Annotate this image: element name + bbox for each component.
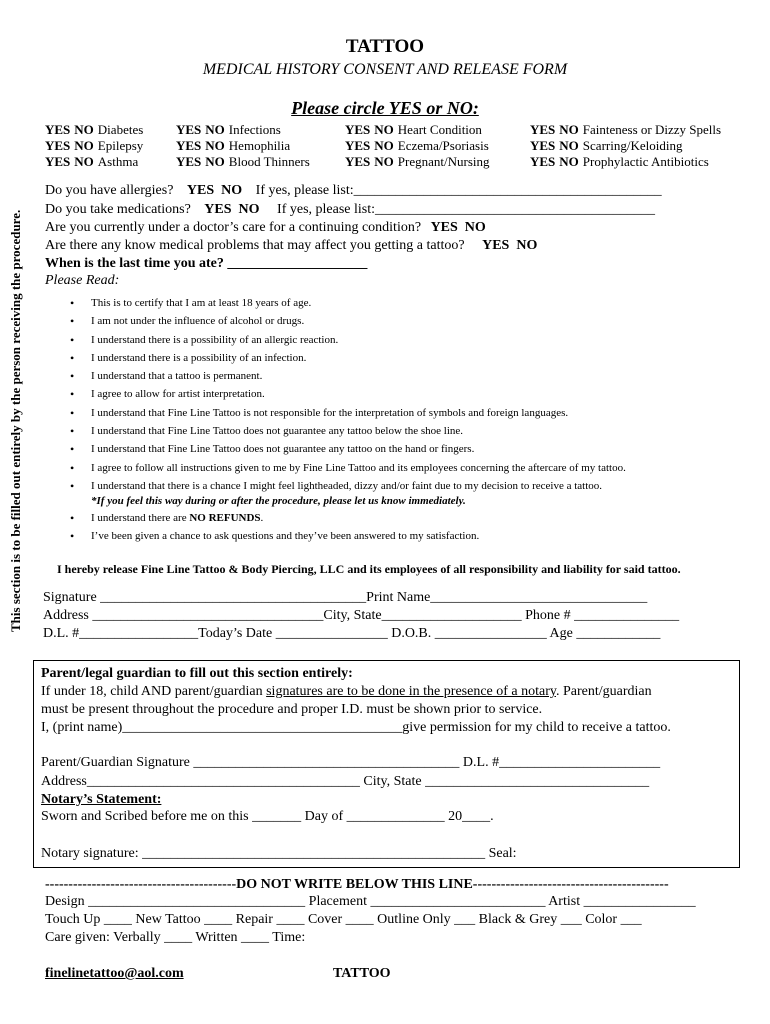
condition-item bbox=[176, 122, 281, 138]
signature-line[interactable]: Signature ______________________________________Print Name_______________________________ bbox=[43, 590, 648, 605]
dl-line[interactable]: D.L. #_________________Today’s Date ________________ D.O.B. ________________ Age ____________ bbox=[43, 626, 661, 641]
ack-item: • I understand that Fine Line Tattoo does not guarantee any tattoo below the shoe line. bbox=[70, 422, 626, 440]
condition-yes[interactable]: YES bbox=[530, 122, 556, 137]
guardian-signature[interactable]: Parent/Guardian Signature ______________________________________ D.L. #_______________________ bbox=[41, 755, 661, 770]
notary-sworn[interactable]: Sworn and Scribed before me on this _______ Day of ______________ 20____. bbox=[41, 809, 494, 824]
medications-yes[interactable]: YES bbox=[204, 202, 232, 217]
condition-item bbox=[345, 122, 482, 138]
ack-item: • I understand there is a possibility of an allergic reaction. bbox=[70, 331, 626, 349]
doctor-question: Are you currently under a doctor’s care for a continuing condition? YES NO bbox=[45, 220, 486, 235]
form-title: TATTOO bbox=[345, 36, 425, 57]
condition-item bbox=[345, 154, 490, 170]
condition-label: Fainteness or Dizzy Spells bbox=[582, 122, 722, 137]
medications-question: Do you take medications? YES NO If yes, please list:________________________________________ bbox=[45, 202, 656, 217]
medications-no[interactable]: NO bbox=[238, 202, 260, 217]
office-care-line[interactable]: Care given: Verbally ____ Written ____ Time: bbox=[45, 930, 306, 945]
condition-item bbox=[176, 138, 290, 154]
ack-item: • I am not under the influence of alcohol or drugs. bbox=[70, 312, 626, 330]
allergies-question: Do you have allergies? YES NO If yes, please list:____________________________________________ bbox=[45, 183, 662, 198]
address-line[interactable]: Address _________________________________City, State____________________ Phone # _______________ bbox=[43, 608, 680, 623]
condition-yes[interactable]: YES bbox=[176, 138, 202, 153]
release-statement: I hereby release Fine Line Tattoo & Body Piercing, LLC and its employees of all responsibility and liability for said tattoo. bbox=[57, 562, 681, 576]
condition-label: Scarring/Keloiding bbox=[582, 138, 683, 153]
condition-item bbox=[176, 154, 310, 170]
condition-no[interactable]: NO bbox=[374, 138, 394, 153]
problems-question: Are there any know medical problems that may affect you getting a tattoo? YES NO bbox=[45, 238, 538, 253]
condition-no[interactable]: NO bbox=[74, 122, 94, 137]
condition-yes[interactable]: YES bbox=[45, 154, 71, 169]
problems-yes[interactable]: YES bbox=[482, 238, 510, 253]
guardian-line-1: If under 18, child AND parent/guardian signatures are to be done in the presence of a notary. Parent/guardian bbox=[41, 684, 652, 699]
condition-label: Prophylactic Antibiotics bbox=[582, 154, 709, 169]
condition-no[interactable]: NO bbox=[559, 122, 579, 137]
please-read-label: Please Read: bbox=[45, 273, 120, 288]
notary-heading: Notary’s Statement: bbox=[41, 792, 162, 807]
ack-item: • I understand there is a possibility of an infection. bbox=[70, 349, 626, 367]
condition-no[interactable]: NO bbox=[205, 122, 225, 137]
condition-label: Heart Condition bbox=[397, 122, 482, 137]
ack-item: • I’ve been given a chance to ask questions and they’ve been answered to my satisfaction. bbox=[70, 527, 626, 545]
condition-label: Asthma bbox=[97, 154, 139, 169]
no-refunds-label: NO REFUNDS bbox=[189, 511, 261, 524]
office-design-line[interactable]: Design _______________________________ Placement _________________________ Artist ________________ bbox=[45, 894, 696, 909]
condition-label: Eczema/Psoriasis bbox=[397, 138, 489, 153]
side-note: This section is to be filled out entirely by the person receiving the procedure. bbox=[8, 209, 23, 632]
condition-no[interactable]: NO bbox=[559, 138, 579, 153]
condition-no[interactable]: NO bbox=[374, 154, 394, 169]
condition-no[interactable]: NO bbox=[205, 154, 225, 169]
condition-item bbox=[530, 154, 709, 170]
notary-signature[interactable]: Notary signature: _________________________________________________ Seal: bbox=[41, 846, 517, 861]
guardian-line-2: must be present throughout the procedure and proper I.D. must be shown prior to service. bbox=[41, 702, 543, 717]
allergies-yes[interactable]: YES bbox=[186, 183, 215, 198]
ack-item: • I agree to allow for artist interpretation. bbox=[70, 385, 626, 403]
condition-yes[interactable]: YES bbox=[176, 122, 202, 137]
last-ate-question[interactable]: When is the last time you ate? ____________________ bbox=[45, 256, 368, 271]
allergies-no[interactable]: NO bbox=[221, 183, 243, 198]
acknowledgement-list bbox=[70, 294, 626, 546]
condition-yes[interactable]: YES bbox=[345, 138, 371, 153]
condition-yes[interactable]: YES bbox=[45, 122, 71, 137]
condition-yes[interactable]: YES bbox=[45, 138, 71, 153]
office-type-line[interactable]: Touch Up ____ New Tattoo ____ Repair ____ Cover ____ Outline Only ___ Black & Grey ___ Color ___ bbox=[45, 912, 642, 927]
doctor-no[interactable]: NO bbox=[464, 220, 486, 235]
condition-yes[interactable]: YES bbox=[530, 138, 556, 153]
condition-no[interactable]: NO bbox=[74, 154, 94, 169]
form-subtitle: MEDICAL HISTORY CONSENT AND RELEASE FORM bbox=[202, 61, 568, 78]
circle-instruction: Please circle YES or NO: bbox=[291, 98, 479, 118]
condition-label: Epilepsy bbox=[97, 138, 144, 153]
doctor-yes[interactable]: YES bbox=[430, 220, 458, 235]
condition-yes[interactable]: YES bbox=[530, 154, 556, 169]
condition-label: Hemophilia bbox=[228, 138, 291, 153]
ack-item-faint: • I understand that there is a chance I might feel lightheaded, dizzy and/or faint due to my decision to receive a tattoo. *If you feel this way during or after the procedure, please let us know immediately. bbox=[70, 477, 626, 509]
problems-no[interactable]: NO bbox=[516, 238, 538, 253]
condition-label: Blood Thinners bbox=[228, 154, 310, 169]
guardian-address[interactable]: Address_______________________________________ City, State ________________________________ bbox=[41, 774, 650, 789]
condition-item bbox=[45, 122, 143, 138]
guardian-heading: Parent/legal guardian to fill out this section entirely: bbox=[41, 666, 353, 681]
ack-item: • This is to certify that I am at least 18 years of age. bbox=[70, 294, 626, 312]
condition-yes[interactable]: YES bbox=[345, 122, 371, 137]
condition-no[interactable]: NO bbox=[205, 138, 225, 153]
condition-item bbox=[45, 138, 143, 154]
office-divider: -----------------------------------------DO NOT WRITE BELOW THIS LINE------------------------------------------ bbox=[45, 877, 669, 892]
ack-item: • I understand that Fine Line Tattoo is not responsible for the interpretation of symbols and foreign languages. bbox=[70, 404, 626, 422]
condition-label: Pregnant/Nursing bbox=[397, 154, 490, 169]
condition-yes[interactable]: YES bbox=[176, 154, 202, 169]
condition-yes[interactable]: YES bbox=[345, 154, 371, 169]
condition-item bbox=[530, 122, 721, 138]
condition-item bbox=[345, 138, 489, 154]
condition-item bbox=[530, 138, 682, 154]
guardian-print-name[interactable]: I, (print name)________________________________________give permission for my child to receive a tattoo. bbox=[41, 720, 671, 735]
ack-item: • I understand that Fine Line Tattoo does not guarantee any tattoo on the hand or fingers. bbox=[70, 440, 626, 458]
condition-no[interactable]: NO bbox=[374, 122, 394, 137]
condition-no[interactable]: NO bbox=[74, 138, 94, 153]
condition-label: Infections bbox=[228, 122, 281, 137]
footer-email[interactable]: finelinetattoo@aol.com bbox=[45, 966, 184, 981]
condition-label: Diabetes bbox=[97, 122, 144, 137]
footer-title: TATTOO bbox=[333, 966, 391, 981]
ack-item: • I understand that a tattoo is permanent. bbox=[70, 367, 626, 385]
condition-item bbox=[45, 154, 138, 170]
ack-faint-note: *If you feel this way during or after the procedure, please let us know immediately. bbox=[91, 494, 466, 507]
ack-item: • I agree to follow all instructions given to me by Fine Line Tattoo and its employees concerning the aftercare of my tattoo. bbox=[70, 459, 626, 477]
condition-no[interactable]: NO bbox=[559, 154, 579, 169]
ack-item-refunds: • I understand there are NO REFUNDS. bbox=[70, 509, 626, 527]
